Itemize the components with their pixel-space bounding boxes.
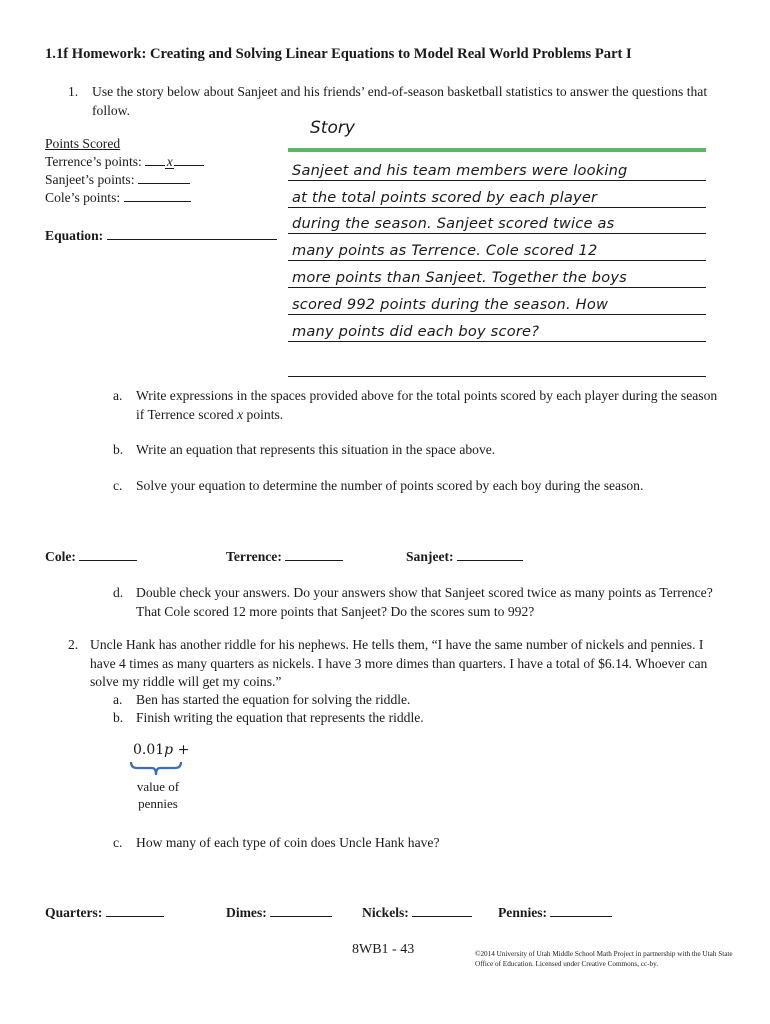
terrence-answer-label: Terrence: [226,549,286,564]
question-1b-label: b. [113,442,124,457]
question-2-prompt: Uncle Hank has another riddle for his nephews. He tells them, “I have the same number of nickels and pennies. I have 4 times as many quarters as nickels. I have 3 more dimes than quarters. I have a total of $6.14. Whoever can solve my riddle will get my coins.” [90,637,708,689]
question-2a [113,691,713,710]
story-title: Story [310,118,355,138]
terrence-blank-pre[interactable] [145,153,165,166]
terrence-blank-post[interactable] [174,153,204,166]
question-1c-text: Solve your equation to determine the number of points scored by each boy during the season. [136,478,644,493]
points-scored-panel [45,135,204,207]
story-line-text: many points did each boy score? [292,322,540,340]
question-1-prompt: Use the story below about Sanjeet and his friends’ end-of-season basketball statistics to answer the questions that follow. [92,84,708,118]
dimes-answer [226,904,332,921]
question-2b-text: Finish writing the equation that represents the riddle. [136,710,424,725]
question-1b [113,440,723,459]
story-line-text: more points than Sanjeet. Together the boys [292,268,627,286]
terrence-points-label: Terrence’s points: [45,154,146,169]
question-2b [113,709,713,728]
story-line [288,208,706,235]
sanjeet-answer-label: Sanjeet: [406,549,457,564]
question-1d [113,583,723,621]
nickels-answer-blank[interactable] [412,904,472,917]
sanjeet-answer-blank[interactable] [457,548,523,561]
story-line [288,234,706,261]
sanjeet-points-row [45,171,204,189]
story-line-blank [288,342,706,377]
story-double-rule [288,148,706,152]
page-number: 8WB1 - 43 [352,942,415,957]
question-1a-text: Write expressions in the spaces provided above for the total points scored by each player during the season if Terrence scored x points. [136,388,718,422]
question-1 [68,82,718,120]
question-1d-label: d. [113,585,124,600]
worksheet-title: 1.1f Homework: Creating and Solving Linear Equations to Model Real World Problems Part I [45,46,632,62]
quarters-answer-blank[interactable] [106,904,164,917]
question-1-number: 1. [68,84,79,99]
cole-points-row [45,189,204,207]
quarters-answer-label: Quarters: [45,905,106,920]
pennies-answer [498,904,612,921]
pennies-answer-label: Pennies: [498,905,551,920]
story-line [288,154,706,181]
equation-row [45,227,277,244]
story-line [288,315,706,342]
dimes-answer-blank[interactable] [270,904,332,917]
cole-points-blank[interactable] [124,189,191,202]
question-2 [68,636,718,692]
value-of-pennies-note: value of pennies [136,779,180,811]
story-box [288,154,706,377]
question-2b-label: b. [113,710,124,725]
story-line [288,288,706,315]
question-1a-label: a. [113,388,123,403]
story-line [288,181,706,208]
terrence-points-row [45,153,204,171]
question-2c-label: c. [113,835,123,850]
equation-blank[interactable] [107,227,277,240]
cole-answer [45,548,137,565]
story-line-text: scored 992 points during the season. How [292,295,609,313]
cole-points-label: Cole’s points: [45,190,124,205]
dimes-answer-label: Dimes: [226,905,271,920]
sanjeet-answer [406,548,523,565]
cole-answer-label: Cole: [45,549,80,564]
equation-start: 0.01p + [133,742,190,758]
terrence-answer [226,548,343,565]
nickels-answer [362,904,472,921]
terrence-points-value[interactable]: x [166,154,173,169]
question-1d-text: Double check your answers. Do your answers show that Sanjeet scored twice as many points as Terrence? That Cole scored 12 more points that Sanjeet? Do the scores sum to 992? [136,585,713,619]
question-2c [113,833,713,852]
terrence-answer-blank[interactable] [285,548,343,561]
nickels-answer-label: Nickels: [362,905,413,920]
quarters-answer [45,904,164,921]
question-2c-text: How many of each type of coin does Uncle Hank have? [136,835,440,850]
story-line-text: during the season. Sanjeet scored twice as [292,215,615,233]
story-line-text: Sanjeet and his team members were looking [292,161,628,179]
question-1c [113,476,723,495]
copyright-notice: ©2014 University of Utah Middle School Math Project in partnership with the Utah State Office of Education. Licensed under Creative Commons, cc-by. [475,950,733,968]
equation-label: Equation: [45,228,107,243]
underbrace-icon [130,760,182,778]
question-2a-label: a. [113,692,123,707]
sanjeet-points-label: Sanjeet’s points: [45,172,138,187]
question-1a [113,386,723,424]
sanjeet-points-blank[interactable] [138,171,190,184]
story-line-text: at the total points scored by each player [292,188,598,206]
question-1c-label: c. [113,478,123,493]
question-2-number: 2. [68,637,79,652]
pennies-answer-blank[interactable] [550,904,612,917]
cole-answer-blank[interactable] [79,548,137,561]
question-2a-text: Ben has started the equation for solving the riddle. [136,692,411,707]
story-line-text: many points as Terrence. Cole scored 12 [292,242,598,260]
points-scored-heading: Points Scored [45,136,121,151]
question-1b-text: Write an equation that represents this situation in the space above. [136,442,496,457]
story-line [288,261,706,288]
